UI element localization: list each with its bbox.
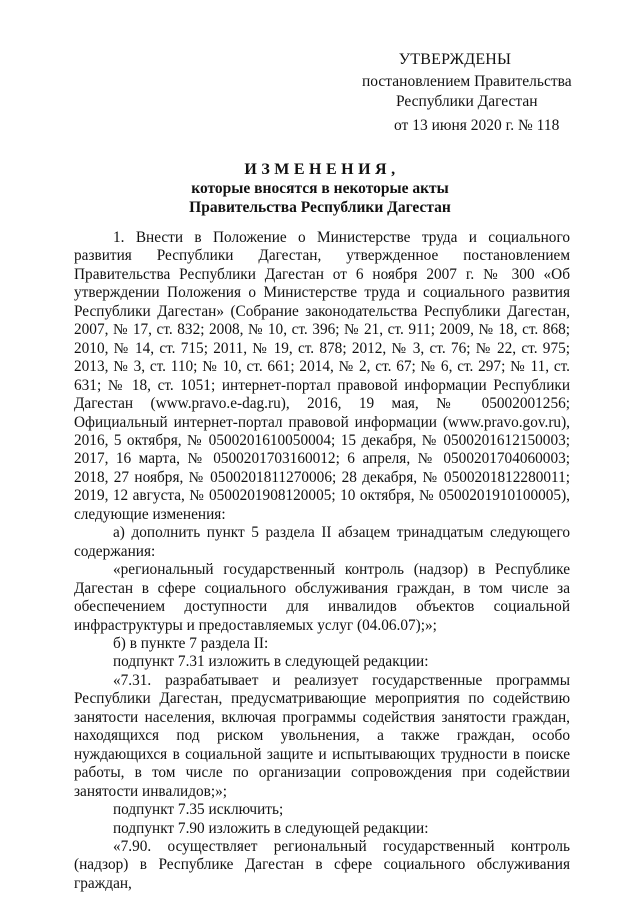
paragraph-2: а) дополнить пункт 5 раздела II абзацем тринадцатым следующего содержания: [74,524,570,560]
approval-stamp [360,50,580,136]
document-body [74,229,570,893]
paragraph-3: «региональный государственный контроль (надзор) в Республике Дагестан в сфере социального обслуживания граждан, в том числе за обеспечением доступности для инвалидов объектов социальной инфраструктуры и предоставляемых услуг (04.06.07);»; [74,561,570,634]
paragraph-5: подпункт 7.31 изложить в следующей редакции: [113,653,429,671]
paragraph-6: «7.31. разрабатывает и реализует государственные программы Республики Дагестан, предусматривающие мероприятия по содействию занятости населения, включая программы содействия занятости граждан, находящихся под риском увольнения, а также граждан, особо нуждающихся в социальной защите и испытывающих трудности в поиске работы, в том числе по организации сопровождения при содействии занятости инвалидов;»; [74,671,570,800]
heading-subtitle-1: которые вносятся в некоторые акты [191,180,449,197]
heading-title: ИЗМЕНЕНИЯ, [244,161,400,178]
heading-subtitle-2: Правительства Республики Дагестан [189,199,451,216]
paragraph-7: подпункт 7.35 исключить; [113,801,284,819]
approval-line-decree: постановлением Правительства [362,73,572,90]
paragraph-8: подпункт 7.90 изложить в следующей редакции: [113,819,429,837]
approval-line-date: от 13 июня 2020 г. № 118 [394,117,560,134]
approval-title: УТВЕРЖДЕНЫ [398,51,512,68]
paragraph-4: б) в пункте 7 раздела II: [113,634,269,652]
paragraph-9: «7.90. осуществляет региональный государственный контроль (надзор) в Республике Дагестан в сфере социального обслуживания граждан, [74,837,570,892]
approval-line-republic: Республики Дагестан [396,93,538,110]
paragraph-1: 1. Внести в Положение о Министерстве труда и социального развития Республики Дагестан, утвержденное постановлением Правительства Республики Дагестан от 6 ноября 2007 г. № 300 «Об утверждении Положения о Министерстве труда и социального развития Республики Дагестан» (Собрание законодательства Республики Дагестан, 2007, № 17, ст. 832; 2008, № 10, ст. 396; № 21, ст. 911; 2009, № 18, ст. 868; 2010, № 14, ст. 715; 2011, № 19, ст. 878; 2012, № 3, ст. 76; № 22, ст. 975; 2013, № 3, ст. 110; № 10, ст. 661; 2014, № 2, ст. 67; № 6, ст. 297; № 11, ст. 631; № 18, ст. 1051; интернет-портал правовой информации Республики Дагестан (www.pravo.e-dag.ru), 2016, 19 мая, № 05002001256; Официальный интернет-портал правовой информации (www.pravo.gov.ru), 2016, 5 октября, № 0500201610050004; 15 декабря, № 0500201612150003; 2017, 16 марта, № 0500201703160012; 6 апреля, № 0500201704060003; 2018, 27 ноября, № 0500201811270006; 28 декабря, № 0500201812280011; 2019, 12 августа, № 0500201908120005; 10 октября, № 0500201910100005), следующие изменения: [74,229,570,523]
document-heading [0,160,640,217]
